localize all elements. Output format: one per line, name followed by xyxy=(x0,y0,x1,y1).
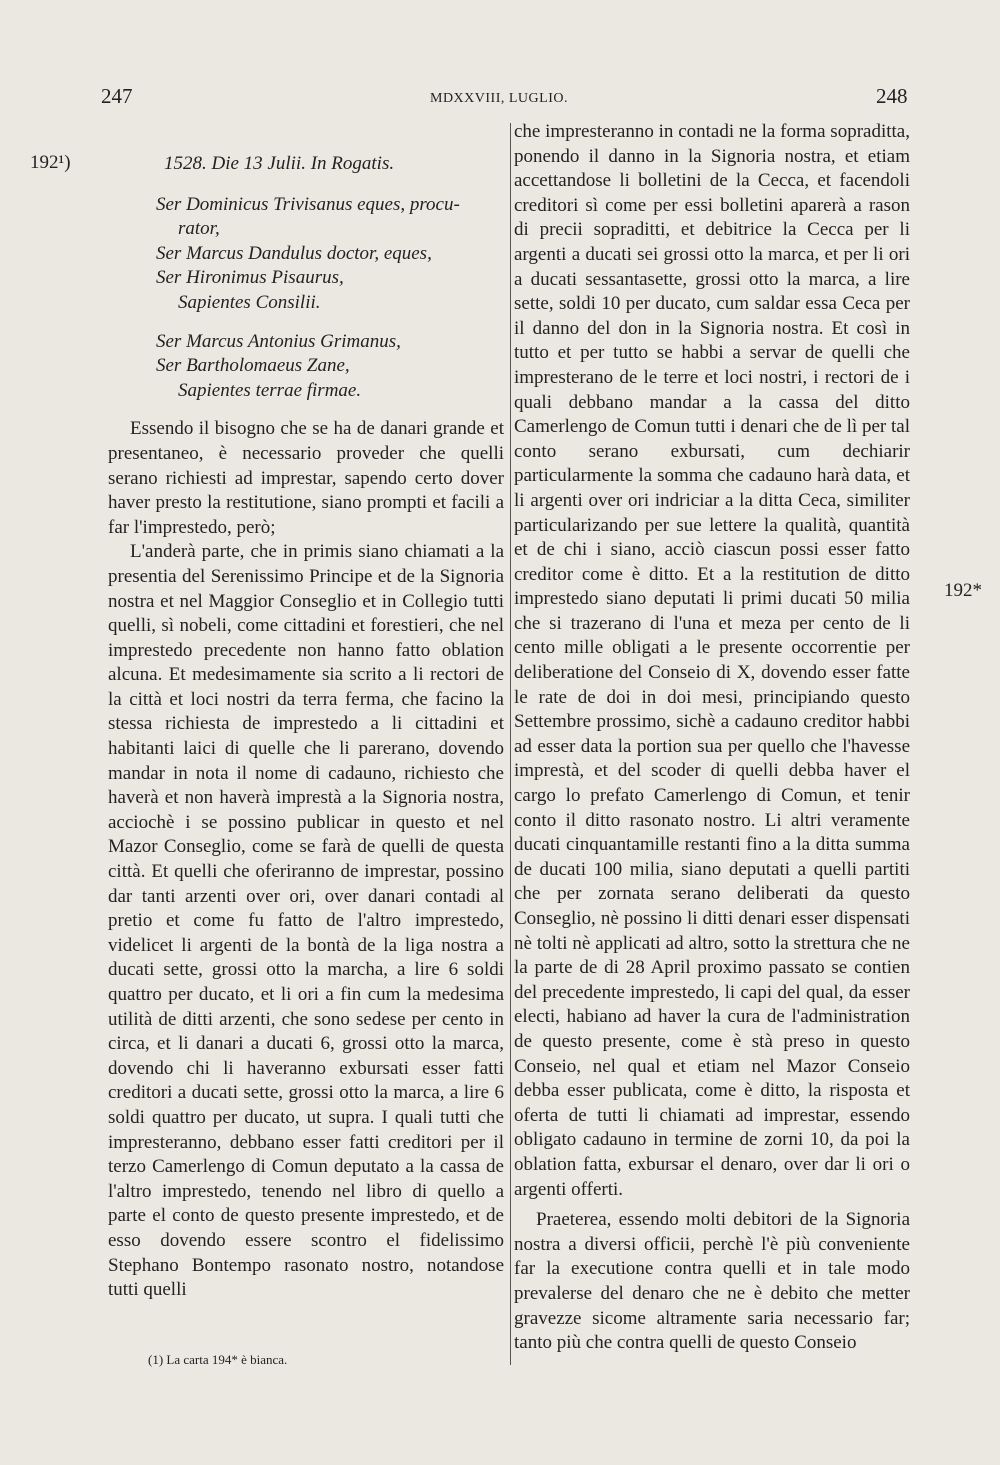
name-line: Sapientes terrae firmae. xyxy=(178,379,362,401)
sapientes-terrae-list xyxy=(156,330,504,404)
running-header: MDXXVIII, LUGLIO. xyxy=(430,91,568,106)
left-column xyxy=(108,152,504,1303)
footnote: (1) La carta 194* è bianca. xyxy=(148,1352,288,1367)
right-column xyxy=(514,120,910,1356)
paragraph: Essendo il bisogno che se ha de danari grande et presentaneo, è necessario proveder che quelli serano richiesti ad imprestar, sapendo certo dover haver presto la restitutione, siano prompti et facili a far l'imprestedo, però; xyxy=(108,418,504,538)
name-line: Ser Bartholomaeus Zane, xyxy=(156,355,350,377)
column-divider xyxy=(510,123,511,1365)
name-line: Sapientes Consilii. xyxy=(178,291,321,313)
document-date: 1528. Die 13 Julii. In Rogatis. xyxy=(164,153,395,174)
sapientes-consilii-list xyxy=(156,193,504,316)
right-margin-note: 192* xyxy=(944,580,982,601)
paragraph: che impresteranno in contadi ne la forma sopraditta, ponendo il danno in la Signoria nostra, et etiam accettandose li bolletini de la Cecca, et facendoli creditori sì come per essi bolletini aparerà a rason di precii sopraditti, et debitrice la Cecca per li argenti a ducati sei grossi otto la marca, et per li ori a ducati sessantasette, grossi otto la marca, a lire sette, soldi 10 per ducato, cum saldar essa Ceca per il danno del don in la Signoria nostra. Et così in tutto et per tutto se habbi a servar de quelli che impresterano de le terre et loci nostri, i rectori de i quali debbano mandar a la cassa del ditto Camerlengo de Comun tutti i denari che de lì per tal conto serano exbursati, cum dechiarir particularmente la somma che cadauno harà data, et li argenti over ori indriciar a la ditta Ceca, similiter particularizando per sue lettere la qualità, quantità et de chi i siano, acciò ciascun possi esser fatto creditor come è ditto. Et a la restitution de ditto imprestedo siano deputati li primi ducati 50 milia che si trazerano di l'una et meza per cento de li cento mille obligati a le presente occorrentie per deliberatione del Conseio di X, dovendo esser fatte le rate de doi in doi mesi, principiando questo Settembre prossimo, sichè a cadauno creditor habbi ad esser data la portion sua per quello che l'havesse imprestà, et del scoder di quelli debba haver el cargo lo prefato Camerlengo di Comun, et tenir conto il ditto rasonato nostro. Li altri veramente ducati cinquantamille restanti fino a la ditta summa de ducati 100 milia, siano deputati a quelli partiti che per zornata serano deliberati da questo Conseglio, nè possino li ditti denari esser dispensati nè tolti nè applicati ad altro, sotto la strettura che ne la parte de di 28 April proximo passato se contien del precedente imprestedo, li capi del qual, da esser electi, habiano ad haver la cura de l'administration de questo presente, come è stà preso in questo Conseio, nel qual et etiam nel Mazor Conseio debba esser publicata, come è ditto, la risposta et oferta de tutti li chiamati ad imprestar, essendo obligato cadauno in termine de zorni 10, da poi la oblation fatta, exbursar el denaro, over dar li ori o argenti offerti. xyxy=(514,121,910,1200)
right-page-number: 248 xyxy=(876,84,908,108)
name-line: Ser Marcus Antonius Grimanus, xyxy=(156,330,401,352)
name-line: Ser Marcus Dandulus doctor, eques, xyxy=(156,242,432,264)
paragraph: Praeterea, essendo molti debitori de la Signoria nostra a diversi officii, perchè l'è più conveniente far la executione contra quelli et in tale modo prevalerse del denaro che ne è debito che metter gravezze sicome altramente saria necessario far; tanto più che contra quelli de questo Conseio xyxy=(514,1209,910,1354)
name-line: Ser Dominicus Trivisanus eques, procu- xyxy=(156,193,460,215)
name-line: Ser Hironimus Pisaurus, xyxy=(156,267,344,289)
left-page-number: 247 xyxy=(101,84,133,108)
left-margin-note: 192¹) xyxy=(30,152,71,173)
name-line: rator, xyxy=(178,218,220,240)
paragraph: L'anderà parte, che in primis siano chiamati a la presentia del Serenissimo Principe et de la Signoria nostra et nel Maggior Conseglio et in Collegio tutti quelli, sì nobeli, come cittadini et forestieri, che nel imprestedo precedente non hanno fatto oblation alcuna. Et medesimamente sia scrito a li rectori de la città et loci nostri da terra ferma, che facino la stessa richiesta de imprestedo a li cittadini et habitanti laici di quelle che li parerano, dovendo mandar in nota il nome di cadauno, richiesto che haverà et non haverà imprestà a la Signoria nostra, acciochè i se possino publicar in questo et nel Mazor Conseglio, come se farà de quelli de questa città. Et quelli che oferiranno de imprestar, possino dar tanti arzenti over ori, over danari contadi al pretio et come fu fatto de l'altro imprestedo, videlicet li argenti de la bontà de la liga nostra a ducati sette, grossi otto la marcha, a lire 6 soldi quattro per ducato, et li ori a fin cum la medesima utilità de ditti arzenti, che sono sedese per cento in circa, et li danari a ducati 6, grossi otto la marca, dovendo chi li haveranno exbursati esser fatti creditori a ducati sette, grossi otto la marca, a lire 6 soldi quattro per ducato, ut supra. I quali tutti che impresteranno, debbano esser fatti creditori per il terzo Camerlengo di Comun deputato a la cassa de l'altro imprestedo, tenendo nel libro di quello a parte el conto de questo presente imprestedo, et de esso dovendo essere scontro el fidelissimo Stephano Bontempo rasonato nostro, notandose tutti quelli xyxy=(108,541,504,1301)
